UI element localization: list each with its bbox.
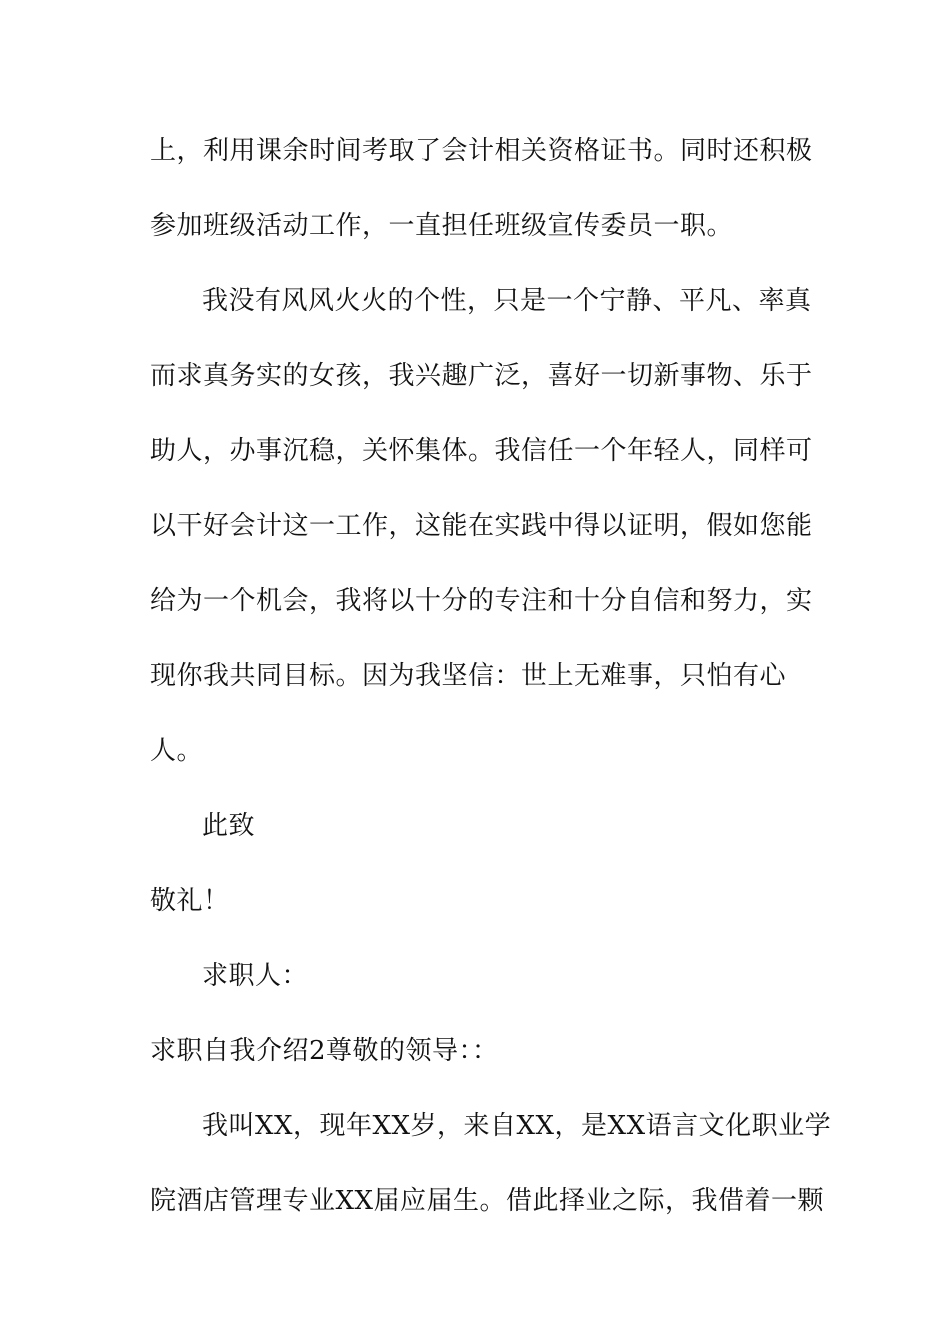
body-text-line: 以干好会计这一工作，这能在实践中得以证明，假如您能: [150, 511, 813, 541]
body-text-line: 院酒店管理专业XX届应届生。借此择业之际，我借着一颗: [150, 1186, 825, 1216]
body-text-line: 助人，办事沉稳，关怀集体。我信任一个年轻人，同样可: [150, 436, 813, 466]
body-text-line: 而求真务实的女孩，我兴趣广泛，喜好一切新事物、乐于: [150, 361, 813, 391]
paragraph-first-line: 我叫XX，现年XX岁，来自XX，是XX语言文化职业学: [202, 1111, 832, 1141]
paragraph-first-line: 我没有风风火火的个性，只是一个宁静、平凡、率真: [202, 286, 812, 316]
body-text-line: 上，利用课余时间考取了会计相关资格证书。同时还积极: [150, 136, 813, 166]
applicant-signature-label: 求职人：: [202, 961, 309, 991]
body-text-line: 参加班级活动工作，一直担任班级宣传委员一职。: [150, 211, 734, 241]
closing-salutation: 此致: [202, 811, 256, 841]
body-text-line: 给为一个机会，我将以十分的专注和十分自信和努力，实: [150, 586, 813, 616]
closing-regards: 敬礼！: [150, 886, 230, 916]
body-text-line: 现你我共同目标。因为我坚信：世上无难事，只怕有心: [150, 661, 787, 691]
section-heading: 求职自我介绍2尊敬的领导：：: [150, 1036, 499, 1066]
body-text-line: 人。: [150, 736, 204, 766]
